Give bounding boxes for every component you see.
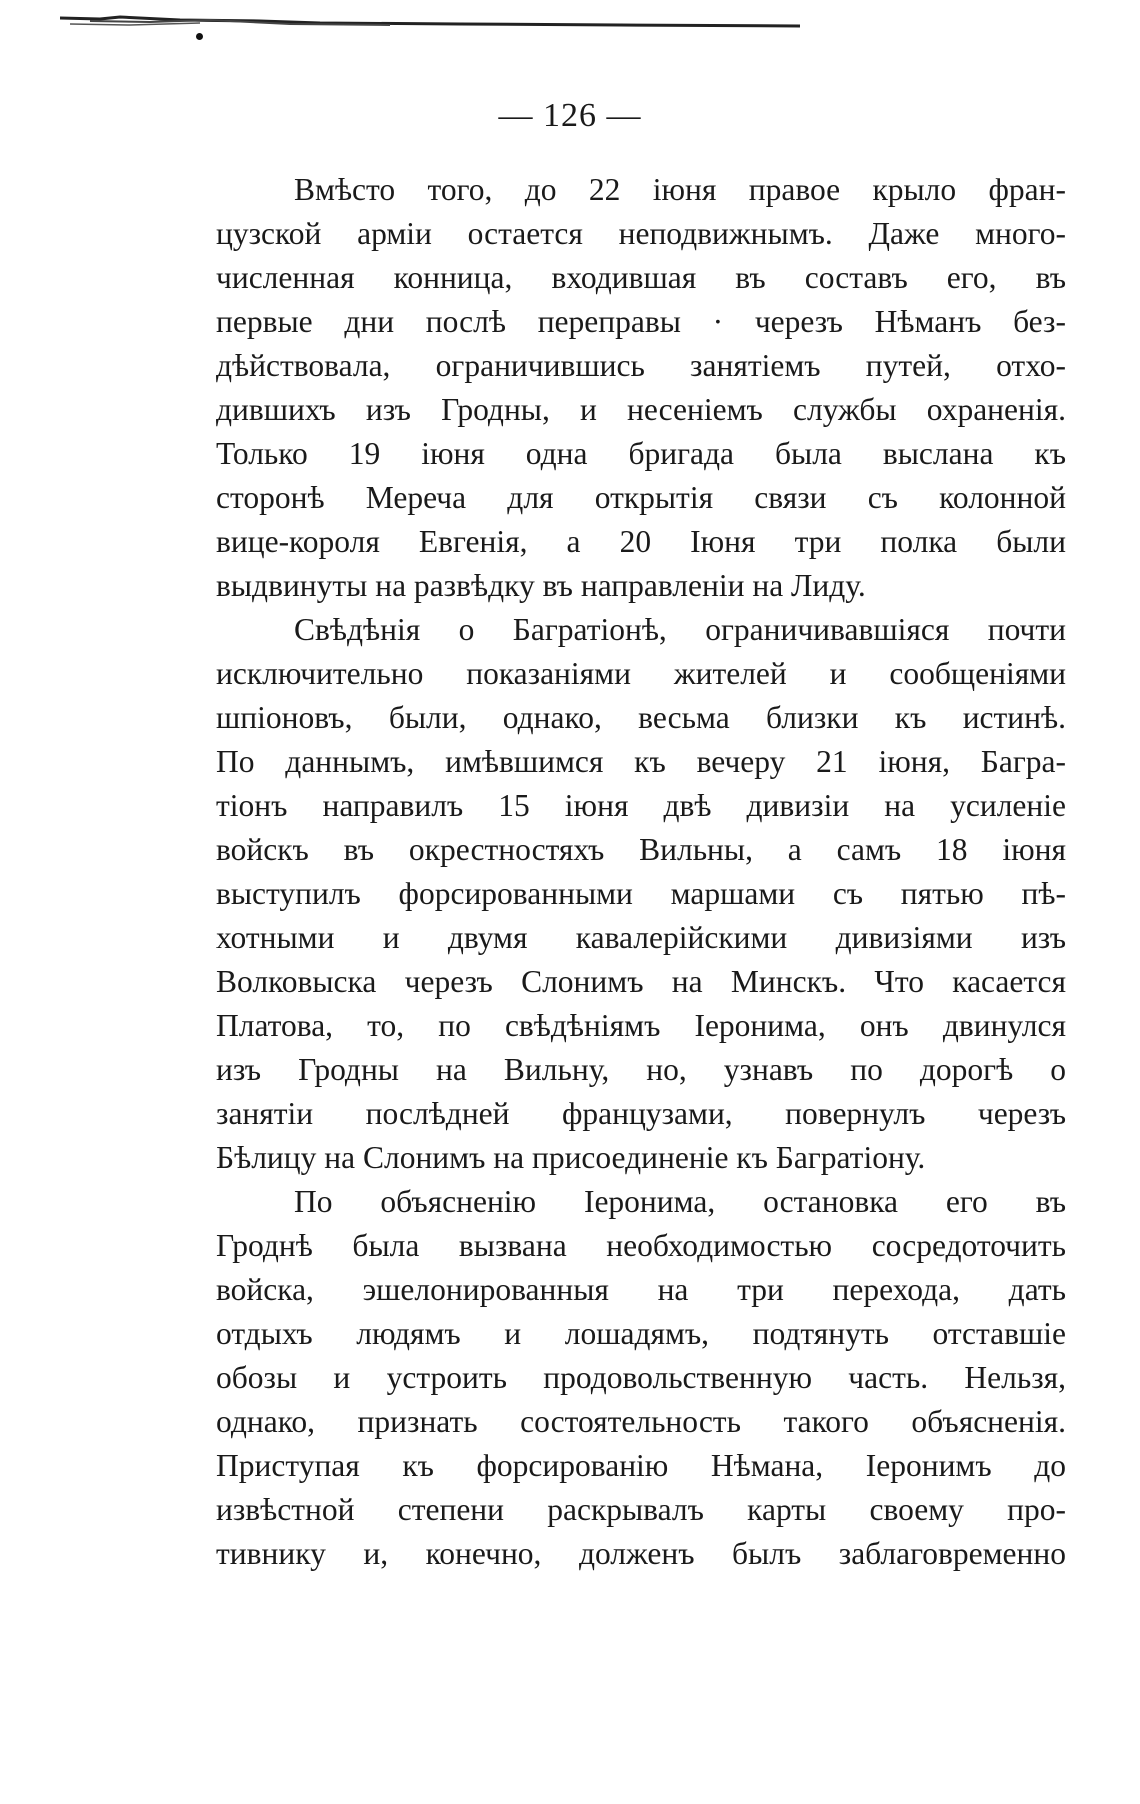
text-line: войска, эшелонированныя на три перехода, дать	[216, 1272, 1066, 1307]
text-line: первые дни послѣ переправы · черезъ Нѣманъ без-	[216, 304, 1066, 339]
text-line: вице-короля Евгенія, а 20 Іюня три полка были	[216, 524, 1066, 559]
text-line: Гроднѣ была вызвана необходимостью сосредоточить	[216, 1228, 1066, 1263]
text-line: Свѣдѣнія о Багратіонѣ, ограничивавшіяся почти	[294, 612, 1066, 647]
text-line: однако, признать состоятельность такого объясненія.	[216, 1404, 1066, 1439]
text-line: хотными и двумя кавалерійскими дивизіями изъ	[216, 920, 1066, 955]
text-line: Только 19 іюня одна бригада была выслана къ	[216, 436, 1066, 471]
text-line: Приступая къ форсированію Нѣмана, Іеронимъ до	[216, 1448, 1066, 1483]
text-line: цузской арміи остается неподвижнымъ. Даже много-	[216, 216, 1066, 251]
text-line: тивнику и, конечно, долженъ былъ заблаговременно	[216, 1536, 1066, 1571]
text-line: изъ Гродны на Вильну, но, узнавъ по дорогѣ о	[216, 1052, 1066, 1087]
text-line: дѣйствовала, ограничившись занятіемъ путей, отхо-	[216, 348, 1066, 383]
text-line: выступилъ форсированными маршами съ пятью пѣ-	[216, 876, 1066, 911]
text-line: Волковыска черезъ Слонимъ на Минскъ. Что касается	[216, 964, 1066, 999]
text-line: сторонѣ Мереча для открытія связи съ колонной	[216, 480, 1066, 515]
text-line: выдвинуты на развѣдку въ направленіи на Лиду.	[216, 568, 866, 603]
text-line: По объясненію Іеронима, остановка его въ	[294, 1184, 1066, 1219]
text-line: войскъ въ окрестностяхъ Вильны, а самъ 18 іюня	[216, 832, 1066, 867]
top-rule-artifact	[60, 14, 800, 32]
text-line: обозы и устроить продовольственную часть. Нельзя,	[216, 1360, 1066, 1395]
text-line: Бѣлицу на Слонимъ на присоединеніе къ Багратіону.	[216, 1140, 926, 1175]
text-line: отдыхъ людямъ и лошадямъ, подтянуть отставшіе	[216, 1316, 1066, 1351]
text-line: По даннымъ, имѣвшимся къ вечеру 21 іюня, Багра-	[216, 744, 1066, 779]
corner-speck	[196, 33, 203, 40]
text-line: тіонъ направилъ 15 іюня двѣ дивизіи на усиленіе	[216, 788, 1066, 823]
text-line: исключительно показаніями жителей и сообщеніями	[216, 656, 1066, 691]
text-line: извѣстной степени раскрывалъ карты своему про-	[216, 1492, 1066, 1527]
text-line: занятіи послѣдней французами, повернулъ черезъ	[216, 1096, 1066, 1131]
text-line: Вмѣсто того, до 22 іюня правое крыло фран-	[294, 172, 1066, 207]
text-line: дившихъ изъ Гродны, и несеніемъ службы охраненія.	[216, 392, 1066, 427]
page-number: — 126 —	[498, 97, 642, 134]
text-line: Платова, то, по свѣдѣніямъ Іеронима, онъ двинулся	[216, 1008, 1066, 1043]
text-line: численная конница, входившая въ составъ его, въ	[216, 260, 1066, 295]
body-text	[216, 168, 1066, 1576]
text-line: шпіоновъ, были, однако, весьма близки къ истинѣ.	[216, 700, 1066, 735]
